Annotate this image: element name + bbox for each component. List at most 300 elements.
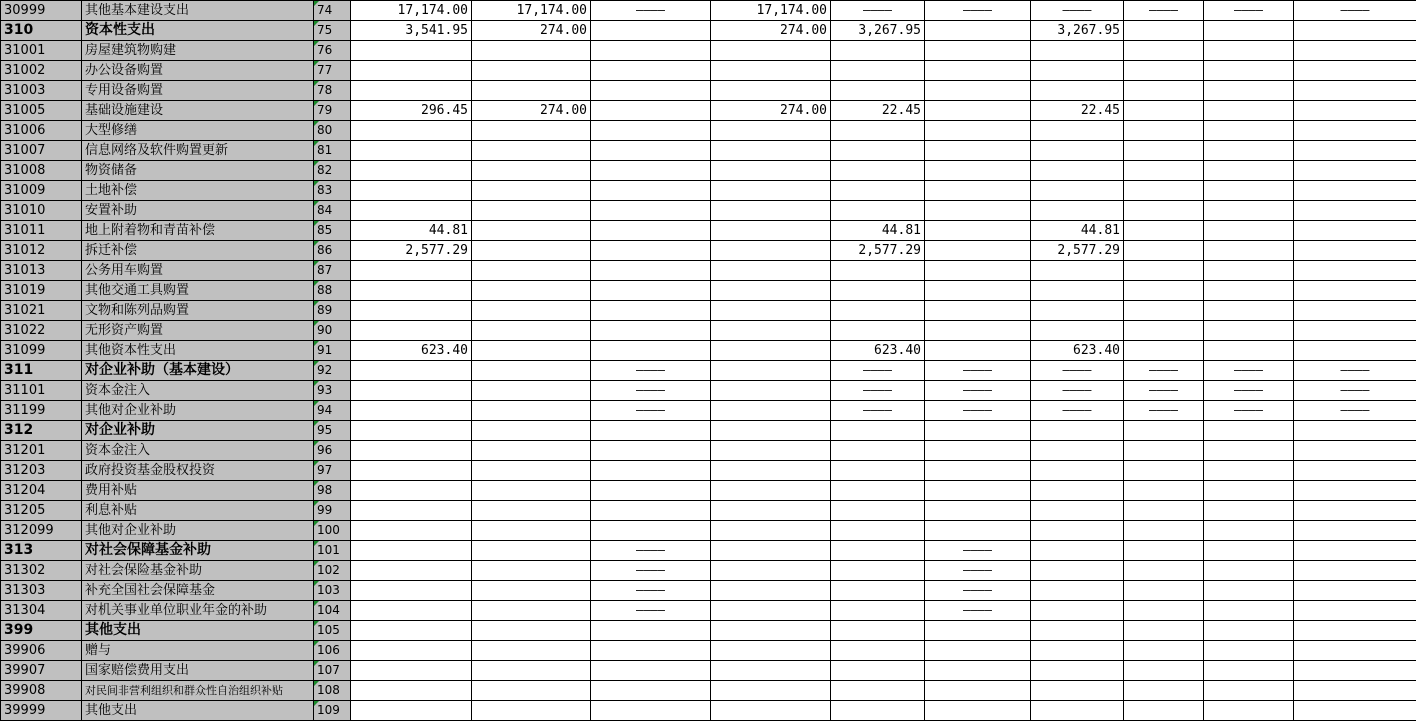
cell-value-col-4[interactable] bbox=[711, 681, 831, 701]
cell-value-col-6[interactable] bbox=[925, 181, 1031, 201]
cell-value-col-4[interactable]: 17,174.00 bbox=[711, 1, 831, 21]
cell-value-col-2[interactable] bbox=[472, 621, 591, 641]
cell-value-col-5[interactable] bbox=[831, 661, 925, 681]
cell-value-col-8[interactable] bbox=[1124, 621, 1204, 641]
cell-account-code[interactable]: 31006 bbox=[1, 121, 82, 141]
cell-item-name[interactable]: 资本金注入 bbox=[82, 381, 314, 401]
cell-value-col-5[interactable] bbox=[831, 141, 925, 161]
cell-item-name[interactable]: 政府投资基金股权投资 bbox=[82, 461, 314, 481]
cell-item-name[interactable]: 公务用车购置 bbox=[82, 261, 314, 281]
cell-value-col-10[interactable] bbox=[1294, 141, 1416, 161]
cell-value-col-7[interactable] bbox=[1031, 541, 1124, 561]
cell-value-col-6[interactable] bbox=[925, 61, 1031, 81]
cell-value-col-4[interactable] bbox=[711, 661, 831, 681]
cell-value-col-1[interactable] bbox=[351, 521, 472, 541]
cell-value-col-4[interactable] bbox=[711, 601, 831, 621]
cell-value-col-8[interactable] bbox=[1124, 101, 1204, 121]
cell-row-number[interactable]: 94 bbox=[314, 401, 351, 421]
cell-row-number[interactable]: 75 bbox=[314, 21, 351, 41]
cell-value-col-2[interactable] bbox=[472, 381, 591, 401]
cell-account-code[interactable]: 31304 bbox=[1, 601, 82, 621]
cell-value-col-10[interactable] bbox=[1294, 221, 1416, 241]
cell-value-col-6[interactable]: ———— bbox=[925, 541, 1031, 561]
cell-value-col-4[interactable] bbox=[711, 201, 831, 221]
cell-value-col-7[interactable] bbox=[1031, 641, 1124, 661]
cell-value-col-5[interactable] bbox=[831, 461, 925, 481]
cell-value-col-6[interactable]: ———— bbox=[925, 401, 1031, 421]
cell-value-col-3[interactable] bbox=[591, 701, 711, 721]
cell-account-code[interactable]: 31099 bbox=[1, 341, 82, 361]
cell-value-col-1[interactable] bbox=[351, 421, 472, 441]
cell-value-col-10[interactable] bbox=[1294, 421, 1416, 441]
cell-value-col-1[interactable] bbox=[351, 261, 472, 281]
cell-value-col-9[interactable] bbox=[1204, 21, 1294, 41]
cell-value-col-6[interactable] bbox=[925, 201, 1031, 221]
cell-value-col-8[interactable] bbox=[1124, 81, 1204, 101]
cell-value-col-7[interactable] bbox=[1031, 441, 1124, 461]
cell-value-col-8[interactable] bbox=[1124, 61, 1204, 81]
cell-value-col-7[interactable] bbox=[1031, 561, 1124, 581]
cell-value-col-9[interactable] bbox=[1204, 141, 1294, 161]
cell-value-col-6[interactable]: ———— bbox=[925, 361, 1031, 381]
cell-value-col-9[interactable] bbox=[1204, 301, 1294, 321]
cell-value-col-1[interactable] bbox=[351, 661, 472, 681]
cell-row-number[interactable]: 105 bbox=[314, 621, 351, 641]
cell-item-name[interactable]: 其他基本建设支出 bbox=[82, 1, 314, 21]
cell-value-col-7[interactable] bbox=[1031, 41, 1124, 61]
cell-value-col-6[interactable] bbox=[925, 501, 1031, 521]
cell-value-col-9[interactable] bbox=[1204, 461, 1294, 481]
cell-value-col-6[interactable] bbox=[925, 21, 1031, 41]
cell-value-col-1[interactable] bbox=[351, 441, 472, 461]
cell-row-number[interactable]: 83 bbox=[314, 181, 351, 201]
cell-value-col-9[interactable] bbox=[1204, 581, 1294, 601]
cell-item-name[interactable]: 基础设施建设 bbox=[82, 101, 314, 121]
cell-value-col-2[interactable]: 17,174.00 bbox=[472, 1, 591, 21]
cell-value-col-3[interactable] bbox=[591, 501, 711, 521]
cell-row-number[interactable]: 87 bbox=[314, 261, 351, 281]
cell-value-col-9[interactable] bbox=[1204, 421, 1294, 441]
cell-value-col-9[interactable] bbox=[1204, 341, 1294, 361]
cell-value-col-10[interactable] bbox=[1294, 281, 1416, 301]
cell-value-col-1[interactable]: 3,541.95 bbox=[351, 21, 472, 41]
cell-value-col-9[interactable] bbox=[1204, 501, 1294, 521]
cell-row-number[interactable]: 93 bbox=[314, 381, 351, 401]
cell-value-col-6[interactable] bbox=[925, 421, 1031, 441]
cell-item-name[interactable]: 其他支出 bbox=[82, 621, 314, 641]
cell-value-col-5[interactable] bbox=[831, 601, 925, 621]
cell-item-name[interactable]: 其他对企业补助 bbox=[82, 521, 314, 541]
cell-value-col-6[interactable] bbox=[925, 261, 1031, 281]
cell-value-col-1[interactable] bbox=[351, 301, 472, 321]
cell-value-col-1[interactable] bbox=[351, 181, 472, 201]
cell-row-number[interactable]: 86 bbox=[314, 241, 351, 261]
cell-value-col-8[interactable] bbox=[1124, 41, 1204, 61]
cell-value-col-4[interactable] bbox=[711, 541, 831, 561]
cell-row-number[interactable]: 103 bbox=[314, 581, 351, 601]
cell-item-name[interactable]: 其他对企业补助 bbox=[82, 401, 314, 421]
cell-account-code[interactable]: 31002 bbox=[1, 61, 82, 81]
cell-value-col-3[interactable]: ———— bbox=[591, 1, 711, 21]
cell-value-col-3[interactable] bbox=[591, 41, 711, 61]
cell-value-col-9[interactable]: ———— bbox=[1204, 361, 1294, 381]
cell-value-col-7[interactable] bbox=[1031, 621, 1124, 641]
cell-value-col-10[interactable] bbox=[1294, 181, 1416, 201]
cell-account-code[interactable]: 31021 bbox=[1, 301, 82, 321]
cell-value-col-3[interactable] bbox=[591, 621, 711, 641]
cell-value-col-3[interactable] bbox=[591, 101, 711, 121]
cell-value-col-5[interactable]: 3,267.95 bbox=[831, 21, 925, 41]
cell-item-name[interactable]: 其他支出 bbox=[82, 701, 314, 721]
cell-value-col-3[interactable] bbox=[591, 61, 711, 81]
cell-value-col-4[interactable] bbox=[711, 421, 831, 441]
cell-value-col-7[interactable] bbox=[1031, 501, 1124, 521]
cell-account-code[interactable]: 31204 bbox=[1, 481, 82, 501]
cell-value-col-8[interactable] bbox=[1124, 521, 1204, 541]
cell-account-code[interactable]: 31005 bbox=[1, 101, 82, 121]
cell-value-col-9[interactable] bbox=[1204, 161, 1294, 181]
cell-account-code[interactable]: 31007 bbox=[1, 141, 82, 161]
cell-value-col-2[interactable] bbox=[472, 421, 591, 441]
cell-row-number[interactable]: 74 bbox=[314, 1, 351, 21]
cell-value-col-1[interactable] bbox=[351, 701, 472, 721]
cell-value-col-10[interactable]: ———— bbox=[1294, 1, 1416, 21]
cell-value-col-3[interactable] bbox=[591, 321, 711, 341]
cell-value-col-5[interactable] bbox=[831, 681, 925, 701]
cell-value-col-5[interactable] bbox=[831, 121, 925, 141]
cell-value-col-5[interactable]: ———— bbox=[831, 401, 925, 421]
cell-value-col-1[interactable] bbox=[351, 381, 472, 401]
cell-value-col-9[interactable] bbox=[1204, 681, 1294, 701]
cell-value-col-4[interactable] bbox=[711, 241, 831, 261]
cell-item-name[interactable]: 对社会保险基金补助 bbox=[82, 561, 314, 581]
cell-value-col-3[interactable] bbox=[591, 281, 711, 301]
cell-value-col-7[interactable]: ———— bbox=[1031, 361, 1124, 381]
cell-value-col-9[interactable] bbox=[1204, 481, 1294, 501]
cell-value-col-1[interactable] bbox=[351, 41, 472, 61]
cell-value-col-4[interactable] bbox=[711, 701, 831, 721]
cell-value-col-8[interactable]: ———— bbox=[1124, 1, 1204, 21]
cell-value-col-3[interactable]: ———— bbox=[591, 541, 711, 561]
cell-value-col-10[interactable] bbox=[1294, 21, 1416, 41]
cell-value-col-8[interactable] bbox=[1124, 661, 1204, 681]
cell-value-col-10[interactable] bbox=[1294, 261, 1416, 281]
cell-item-name[interactable]: 对民间非营利组织和群众性自治组织补贴 bbox=[82, 681, 314, 701]
cell-item-name[interactable]: 国家赔偿费用支出 bbox=[82, 661, 314, 681]
cell-item-name[interactable]: 对企业补助（基本建设） bbox=[82, 361, 314, 381]
cell-value-col-8[interactable] bbox=[1124, 561, 1204, 581]
cell-value-col-7[interactable] bbox=[1031, 481, 1124, 501]
cell-value-col-5[interactable] bbox=[831, 161, 925, 181]
cell-value-col-4[interactable] bbox=[711, 341, 831, 361]
cell-value-col-1[interactable] bbox=[351, 481, 472, 501]
cell-value-col-6[interactable]: ———— bbox=[925, 381, 1031, 401]
cell-value-col-8[interactable] bbox=[1124, 141, 1204, 161]
cell-value-col-10[interactable] bbox=[1294, 501, 1416, 521]
cell-value-col-3[interactable] bbox=[591, 301, 711, 321]
cell-account-code[interactable]: 39908 bbox=[1, 681, 82, 701]
cell-value-col-2[interactable] bbox=[472, 641, 591, 661]
cell-value-col-5[interactable]: 22.45 bbox=[831, 101, 925, 121]
cell-row-number[interactable]: 98 bbox=[314, 481, 351, 501]
cell-value-col-10[interactable] bbox=[1294, 661, 1416, 681]
cell-value-col-9[interactable] bbox=[1204, 101, 1294, 121]
cell-value-col-7[interactable] bbox=[1031, 181, 1124, 201]
cell-value-col-6[interactable] bbox=[925, 461, 1031, 481]
cell-value-col-5[interactable] bbox=[831, 281, 925, 301]
cell-value-col-1[interactable] bbox=[351, 61, 472, 81]
cell-value-col-9[interactable]: ———— bbox=[1204, 1, 1294, 21]
cell-value-col-10[interactable]: ———— bbox=[1294, 361, 1416, 381]
cell-value-col-7[interactable] bbox=[1031, 681, 1124, 701]
cell-value-col-4[interactable] bbox=[711, 281, 831, 301]
cell-value-col-6[interactable] bbox=[925, 101, 1031, 121]
cell-value-col-10[interactable] bbox=[1294, 301, 1416, 321]
cell-value-col-4[interactable] bbox=[711, 221, 831, 241]
cell-value-col-6[interactable] bbox=[925, 641, 1031, 661]
cell-row-number[interactable]: 106 bbox=[314, 641, 351, 661]
cell-value-col-3[interactable] bbox=[591, 161, 711, 181]
cell-value-col-8[interactable] bbox=[1124, 681, 1204, 701]
cell-value-col-7[interactable] bbox=[1031, 81, 1124, 101]
cell-item-name[interactable]: 办公设备购置 bbox=[82, 61, 314, 81]
cell-value-col-6[interactable] bbox=[925, 681, 1031, 701]
cell-value-col-2[interactable] bbox=[472, 221, 591, 241]
cell-value-col-8[interactable] bbox=[1124, 281, 1204, 301]
cell-account-code[interactable]: 31203 bbox=[1, 461, 82, 481]
cell-value-col-4[interactable] bbox=[711, 141, 831, 161]
cell-account-code[interactable]: 39906 bbox=[1, 641, 82, 661]
cell-value-col-5[interactable] bbox=[831, 581, 925, 601]
cell-value-col-2[interactable]: 274.00 bbox=[472, 101, 591, 121]
cell-value-col-9[interactable] bbox=[1204, 241, 1294, 261]
cell-value-col-5[interactable]: ———— bbox=[831, 381, 925, 401]
cell-value-col-6[interactable] bbox=[925, 521, 1031, 541]
cell-value-col-2[interactable] bbox=[472, 81, 591, 101]
cell-item-name[interactable]: 无形资产购置 bbox=[82, 321, 314, 341]
cell-value-col-10[interactable] bbox=[1294, 521, 1416, 541]
cell-value-col-4[interactable] bbox=[711, 581, 831, 601]
cell-value-col-8[interactable] bbox=[1124, 321, 1204, 341]
cell-value-col-5[interactable] bbox=[831, 81, 925, 101]
cell-value-col-2[interactable] bbox=[472, 581, 591, 601]
cell-value-col-2[interactable] bbox=[472, 661, 591, 681]
cell-account-code[interactable]: 312099 bbox=[1, 521, 82, 541]
cell-value-col-10[interactable] bbox=[1294, 681, 1416, 701]
cell-row-number[interactable]: 77 bbox=[314, 61, 351, 81]
cell-value-col-8[interactable] bbox=[1124, 241, 1204, 261]
cell-value-col-4[interactable] bbox=[711, 361, 831, 381]
cell-value-col-2[interactable] bbox=[472, 361, 591, 381]
cell-value-col-8[interactable] bbox=[1124, 261, 1204, 281]
cell-value-col-1[interactable] bbox=[351, 601, 472, 621]
cell-value-col-4[interactable] bbox=[711, 401, 831, 421]
cell-account-code[interactable]: 399 bbox=[1, 621, 82, 641]
cell-value-col-10[interactable] bbox=[1294, 161, 1416, 181]
cell-row-number[interactable]: 92 bbox=[314, 361, 351, 381]
cell-value-col-8[interactable] bbox=[1124, 201, 1204, 221]
cell-value-col-3[interactable] bbox=[591, 261, 711, 281]
cell-value-col-3[interactable] bbox=[591, 81, 711, 101]
cell-value-col-9[interactable] bbox=[1204, 81, 1294, 101]
cell-item-name[interactable]: 地上附着物和青苗补偿 bbox=[82, 221, 314, 241]
cell-value-col-10[interactable] bbox=[1294, 441, 1416, 461]
cell-value-col-1[interactable]: 17,174.00 bbox=[351, 1, 472, 21]
cell-value-col-7[interactable] bbox=[1031, 601, 1124, 621]
cell-value-col-8[interactable] bbox=[1124, 421, 1204, 441]
cell-row-number[interactable]: 81 bbox=[314, 141, 351, 161]
cell-value-col-4[interactable] bbox=[711, 521, 831, 541]
cell-value-col-8[interactable] bbox=[1124, 581, 1204, 601]
cell-item-name[interactable]: 赠与 bbox=[82, 641, 314, 661]
cell-value-col-4[interactable] bbox=[711, 501, 831, 521]
cell-account-code[interactable]: 31199 bbox=[1, 401, 82, 421]
cell-value-col-6[interactable] bbox=[925, 121, 1031, 141]
cell-item-name[interactable]: 对企业补助 bbox=[82, 421, 314, 441]
cell-account-code[interactable]: 311 bbox=[1, 361, 82, 381]
cell-value-col-1[interactable] bbox=[351, 141, 472, 161]
cell-value-col-2[interactable] bbox=[472, 41, 591, 61]
cell-item-name[interactable]: 安置补助 bbox=[82, 201, 314, 221]
cell-value-col-10[interactable] bbox=[1294, 321, 1416, 341]
cell-item-name[interactable]: 费用补贴 bbox=[82, 481, 314, 501]
cell-value-col-4[interactable] bbox=[711, 381, 831, 401]
cell-item-name[interactable]: 对机关事业单位职业年金的补助 bbox=[82, 601, 314, 621]
cell-value-col-9[interactable] bbox=[1204, 601, 1294, 621]
cell-value-col-4[interactable] bbox=[711, 481, 831, 501]
cell-value-col-1[interactable] bbox=[351, 121, 472, 141]
cell-account-code[interactable]: 31201 bbox=[1, 441, 82, 461]
cell-value-col-5[interactable] bbox=[831, 521, 925, 541]
cell-value-col-10[interactable] bbox=[1294, 201, 1416, 221]
cell-value-col-6[interactable] bbox=[925, 241, 1031, 261]
cell-value-col-8[interactable] bbox=[1124, 701, 1204, 721]
cell-value-col-8[interactable] bbox=[1124, 541, 1204, 561]
cell-value-col-7[interactable] bbox=[1031, 581, 1124, 601]
cell-value-col-2[interactable] bbox=[472, 561, 591, 581]
cell-row-number[interactable]: 84 bbox=[314, 201, 351, 221]
cell-item-name[interactable]: 补充全国社会保障基金 bbox=[82, 581, 314, 601]
cell-value-col-5[interactable] bbox=[831, 41, 925, 61]
cell-value-col-8[interactable] bbox=[1124, 501, 1204, 521]
cell-value-col-8[interactable] bbox=[1124, 461, 1204, 481]
cell-value-col-7[interactable]: 623.40 bbox=[1031, 341, 1124, 361]
cell-account-code[interactable]: 313 bbox=[1, 541, 82, 561]
cell-value-col-5[interactable] bbox=[831, 541, 925, 561]
cell-row-number[interactable]: 78 bbox=[314, 81, 351, 101]
cell-value-col-7[interactable] bbox=[1031, 521, 1124, 541]
cell-value-col-8[interactable] bbox=[1124, 441, 1204, 461]
cell-value-col-5[interactable]: 2,577.29 bbox=[831, 241, 925, 261]
cell-value-col-10[interactable] bbox=[1294, 41, 1416, 61]
cell-value-col-3[interactable] bbox=[591, 661, 711, 681]
cell-value-col-9[interactable] bbox=[1204, 61, 1294, 81]
cell-account-code[interactable]: 31001 bbox=[1, 41, 82, 61]
cell-value-col-3[interactable] bbox=[591, 121, 711, 141]
cell-value-col-9[interactable]: ———— bbox=[1204, 381, 1294, 401]
cell-value-col-10[interactable] bbox=[1294, 121, 1416, 141]
cell-value-col-7[interactable] bbox=[1031, 281, 1124, 301]
cell-value-col-6[interactable] bbox=[925, 301, 1031, 321]
cell-value-col-4[interactable] bbox=[711, 621, 831, 641]
cell-value-col-1[interactable] bbox=[351, 541, 472, 561]
cell-value-col-1[interactable] bbox=[351, 81, 472, 101]
cell-value-col-3[interactable]: ———— bbox=[591, 381, 711, 401]
cell-value-col-2[interactable] bbox=[472, 201, 591, 221]
cell-value-col-7[interactable] bbox=[1031, 321, 1124, 341]
cell-value-col-1[interactable] bbox=[351, 161, 472, 181]
cell-account-code[interactable]: 39907 bbox=[1, 661, 82, 681]
cell-value-col-5[interactable]: 44.81 bbox=[831, 221, 925, 241]
cell-item-name[interactable]: 对社会保障基金补助 bbox=[82, 541, 314, 561]
cell-value-col-1[interactable]: 2,577.29 bbox=[351, 241, 472, 261]
cell-value-col-7[interactable] bbox=[1031, 61, 1124, 81]
cell-value-col-10[interactable] bbox=[1294, 561, 1416, 581]
cell-account-code[interactable]: 31302 bbox=[1, 561, 82, 581]
cell-value-col-2[interactable] bbox=[472, 181, 591, 201]
cell-row-number[interactable]: 79 bbox=[314, 101, 351, 121]
cell-value-col-2[interactable] bbox=[472, 461, 591, 481]
cell-value-col-10[interactable] bbox=[1294, 101, 1416, 121]
cell-value-col-9[interactable] bbox=[1204, 701, 1294, 721]
cell-value-col-7[interactable]: 44.81 bbox=[1031, 221, 1124, 241]
cell-value-col-9[interactable] bbox=[1204, 521, 1294, 541]
cell-value-col-5[interactable] bbox=[831, 181, 925, 201]
cell-value-col-1[interactable] bbox=[351, 201, 472, 221]
cell-value-col-9[interactable] bbox=[1204, 541, 1294, 561]
cell-value-col-9[interactable] bbox=[1204, 661, 1294, 681]
cell-item-name[interactable]: 文物和陈列品购置 bbox=[82, 301, 314, 321]
cell-row-number[interactable]: 108 bbox=[314, 681, 351, 701]
cell-account-code[interactable]: 31205 bbox=[1, 501, 82, 521]
cell-value-col-5[interactable] bbox=[831, 421, 925, 441]
cell-account-code[interactable]: 31009 bbox=[1, 181, 82, 201]
cell-value-col-4[interactable] bbox=[711, 301, 831, 321]
cell-value-col-2[interactable] bbox=[472, 121, 591, 141]
cell-value-col-8[interactable] bbox=[1124, 21, 1204, 41]
cell-value-col-5[interactable] bbox=[831, 621, 925, 641]
cell-value-col-5[interactable] bbox=[831, 261, 925, 281]
cell-row-number[interactable]: 80 bbox=[314, 121, 351, 141]
cell-value-col-8[interactable]: ———— bbox=[1124, 401, 1204, 421]
cell-value-col-9[interactable] bbox=[1204, 201, 1294, 221]
cell-value-col-2[interactable] bbox=[472, 401, 591, 421]
cell-value-col-4[interactable] bbox=[711, 61, 831, 81]
cell-account-code[interactable]: 31019 bbox=[1, 281, 82, 301]
cell-item-name[interactable]: 资本金注入 bbox=[82, 441, 314, 461]
cell-value-col-8[interactable] bbox=[1124, 181, 1204, 201]
cell-row-number[interactable]: 95 bbox=[314, 421, 351, 441]
cell-value-col-2[interactable] bbox=[472, 241, 591, 261]
cell-value-col-2[interactable] bbox=[472, 321, 591, 341]
cell-value-col-7[interactable]: ———— bbox=[1031, 1, 1124, 21]
cell-value-col-4[interactable] bbox=[711, 81, 831, 101]
cell-value-col-8[interactable] bbox=[1124, 161, 1204, 181]
cell-value-col-7[interactable]: 2,577.29 bbox=[1031, 241, 1124, 261]
cell-value-col-7[interactable]: 3,267.95 bbox=[1031, 21, 1124, 41]
cell-item-name[interactable]: 资本性支出 bbox=[82, 21, 314, 41]
cell-value-col-3[interactable] bbox=[591, 241, 711, 261]
cell-value-col-3[interactable]: ———— bbox=[591, 601, 711, 621]
cell-item-name[interactable]: 信息网络及软件购置更新 bbox=[82, 141, 314, 161]
cell-value-col-10[interactable] bbox=[1294, 241, 1416, 261]
cell-value-col-3[interactable] bbox=[591, 441, 711, 461]
cell-value-col-6[interactable]: ———— bbox=[925, 1, 1031, 21]
cell-row-number[interactable]: 85 bbox=[314, 221, 351, 241]
cell-value-col-1[interactable] bbox=[351, 361, 472, 381]
cell-value-col-10[interactable] bbox=[1294, 701, 1416, 721]
cell-value-col-3[interactable] bbox=[591, 341, 711, 361]
